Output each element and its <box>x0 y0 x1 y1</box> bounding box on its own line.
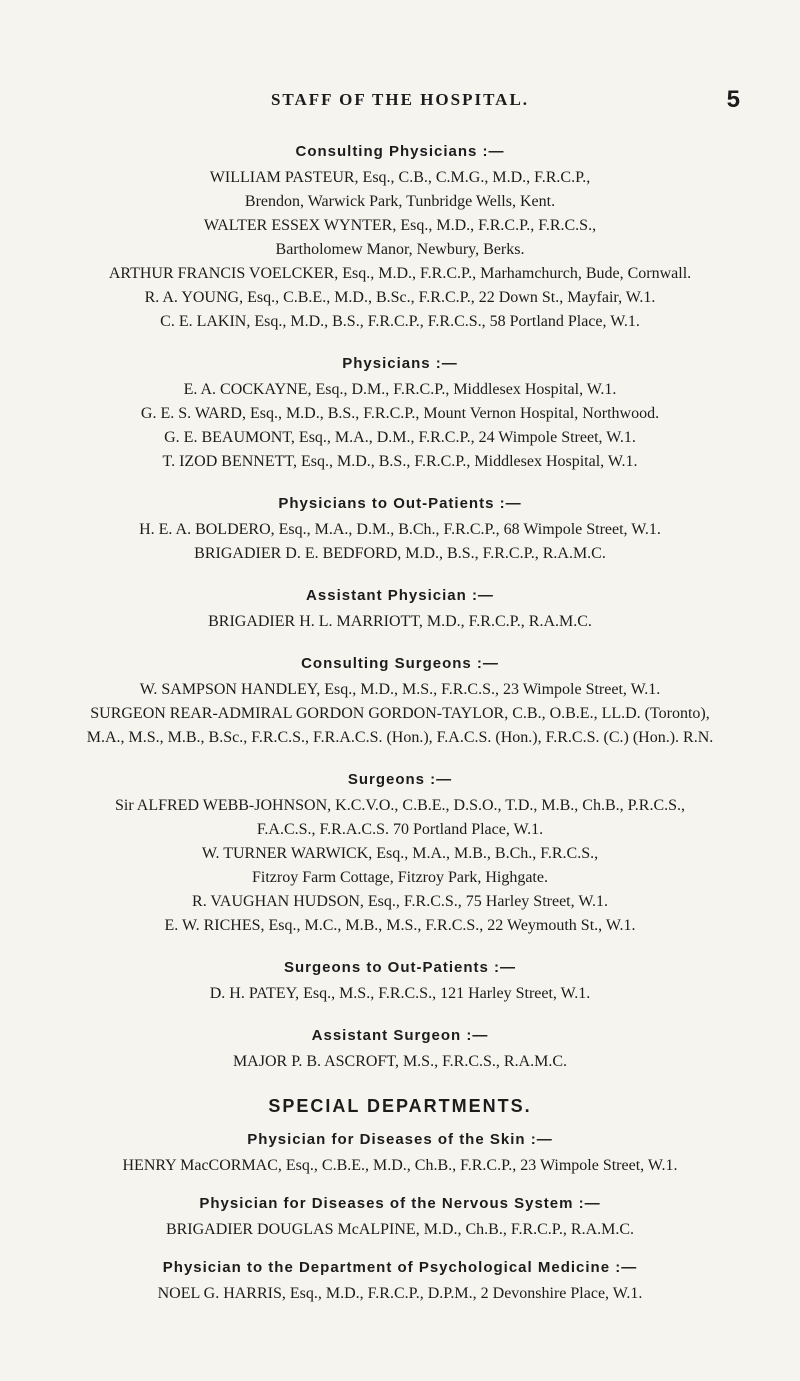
page-number: 5 <box>726 86 740 113</box>
entry-line: R. VAUGHAN HUDSON, Esq., F.R.C.S., 75 Harley Street, W.1. <box>192 893 608 910</box>
entry-line: E. A. COCKAYNE, Esq., D.M., F.R.C.P., Middlesex Hospital, W.1. <box>183 381 617 398</box>
entry-line: Fitzroy Farm Cottage, Fitzroy Park, Highgate. <box>252 869 548 886</box>
entry-line: MAJOR P. B. ASCROFT, M.S., F.R.C.S., R.A.M.C. <box>232 1053 568 1070</box>
entry-line: WILLIAM PASTEUR, Esq., C.B., C.M.G., M.D., F.R.C.P., <box>209 169 591 186</box>
entry-line: BRIGADIER D. E. BEDFORD, M.D., B.S., F.R.C.P., R.A.M.C. <box>194 545 606 562</box>
section-physicians-out-patients <box>20 494 780 566</box>
entry-line: BRIGADIER DOUGLAS McALPINE, M.D., Ch.B., F.R.C.P., R.A.M.C. <box>165 1221 635 1238</box>
entry-line: M.A., M.S., M.B., B.Sc., F.R.C.S., F.R.A.C.S. (Hon.), F.A.C.S. (Hon.), F.R.C.S. (C.) (Hon.). R.N. <box>86 729 714 746</box>
special-departments-heading: SPECIAL DEPARTMENTS. <box>268 1096 532 1116</box>
subsection-heading: Physician for Diseases of the Skin :— <box>247 1131 553 1148</box>
entry-line: W. TURNER WARWICK, Esq., M.A., M.B., B.Ch., F.R.C.S., <box>201 845 599 862</box>
staff-list <box>20 142 780 1322</box>
section-heading: Surgeons :— <box>347 771 453 788</box>
entry-line: F.A.C.S., F.R.A.C.S. 70 Portland Place, W.1. <box>256 821 544 838</box>
entry-line: D. H. PATEY, Esq., M.S., F.R.C.S., 121 Harley Street, W.1. <box>209 985 591 1002</box>
entry-line: ARTHUR FRANCIS VOELCKER, Esq., M.D., F.R.C.P., Marhamchurch, Bude, Cornwall. <box>108 265 692 282</box>
running-title: STAFF OF THE HOSPITAL. <box>270 90 530 109</box>
entry-line: BRIGADIER H. L. MARRIOTT, M.D., F.R.C.P., R.A.M.C. <box>208 613 592 630</box>
entry-line: WALTER ESSEX WYNTER, Esq., M.D., F.R.C.P., F.R.C.S., <box>203 217 597 234</box>
entry-line: NOEL G. HARRIS, Esq., M.D., F.R.C.P., D.P.M., 2 Devonshire Place, W.1. <box>157 1285 643 1302</box>
entry-line: Bartholomew Manor, Newbury, Berks. <box>275 241 525 258</box>
entry-line: G. E. BEAUMONT, Esq., M.A., D.M., F.R.C.P., 24 Wimpole Street, W.1. <box>164 429 636 446</box>
subsection-heading: Physician to the Department of Psychological Medicine :— <box>162 1259 638 1276</box>
entry-line: Sir ALFRED WEBB-JOHNSON, K.C.V.O., C.B.E., D.S.O., T.D., M.B., Ch.B., P.R.C.S., <box>114 797 686 814</box>
section-consulting-physicians <box>20 142 780 334</box>
section-heading: Assistant Physician :— <box>306 587 494 604</box>
entry-line: R. A. YOUNG, Esq., C.B.E., M.D., B.Sc., F.R.C.P., 22 Down St., Mayfair, W.1. <box>144 289 656 306</box>
section-consulting-surgeons <box>20 654 780 750</box>
section-surgeons <box>20 770 780 938</box>
section-assistant-physician <box>20 586 780 634</box>
subsection-psychological-medicine <box>20 1258 780 1306</box>
section-physicians <box>20 354 780 474</box>
subsection-heading: Physician for Diseases of the Nervous System :— <box>199 1195 601 1212</box>
subsection-skin <box>20 1130 780 1178</box>
entry-line: SURGEON REAR-ADMIRAL GORDON GORDON-TAYLOR, C.B., O.B.E., LL.D. (Toronto), <box>90 705 710 722</box>
section-heading: Assistant Surgeon :— <box>311 1027 489 1044</box>
section-heading: Consulting Surgeons :— <box>301 655 499 672</box>
entry-line: W. SAMPSON HANDLEY, Esq., M.D., M.S., F.R.C.S., 23 Wimpole Street, W.1. <box>139 681 661 698</box>
section-heading: Physicians :— <box>342 355 458 372</box>
running-head <box>0 86 800 114</box>
entry-line: HENRY MacCORMAC, Esq., C.B.E., M.D., Ch.B., F.R.C.P., 23 Wimpole Street, W.1. <box>122 1157 678 1174</box>
section-surgeons-out-patients <box>20 958 780 1006</box>
subsection-nervous-system <box>20 1194 780 1242</box>
section-heading: Surgeons to Out-Patients :— <box>283 959 516 976</box>
entry-line: Brendon, Warwick Park, Tunbridge Wells, Kent. <box>244 193 556 210</box>
section-assistant-surgeon <box>20 1026 780 1074</box>
entry-line: H. E. A. BOLDERO, Esq., M.A., D.M., B.Ch., F.R.C.P., 68 Wimpole Street, W.1. <box>139 521 661 538</box>
entry-line: C. E. LAKIN, Esq., M.D., B.S., F.R.C.P., F.R.C.S., 58 Portland Place, W.1. <box>160 313 640 330</box>
entry-line: G. E. S. WARD, Esq., M.D., B.S., F.R.C.P., Mount Vernon Hospital, Northwood. <box>140 405 660 422</box>
section-heading: Physicians to Out-Patients :— <box>278 495 522 512</box>
entry-line: E. W. RICHES, Esq., M.C., M.B., M.S., F.R.C.S., 22 Weymouth St., W.1. <box>164 917 636 934</box>
section-heading: Consulting Physicians :— <box>295 143 505 160</box>
entry-line: T. IZOD BENNETT, Esq., M.D., B.S., F.R.C.P., Middlesex Hospital, W.1. <box>162 453 638 470</box>
